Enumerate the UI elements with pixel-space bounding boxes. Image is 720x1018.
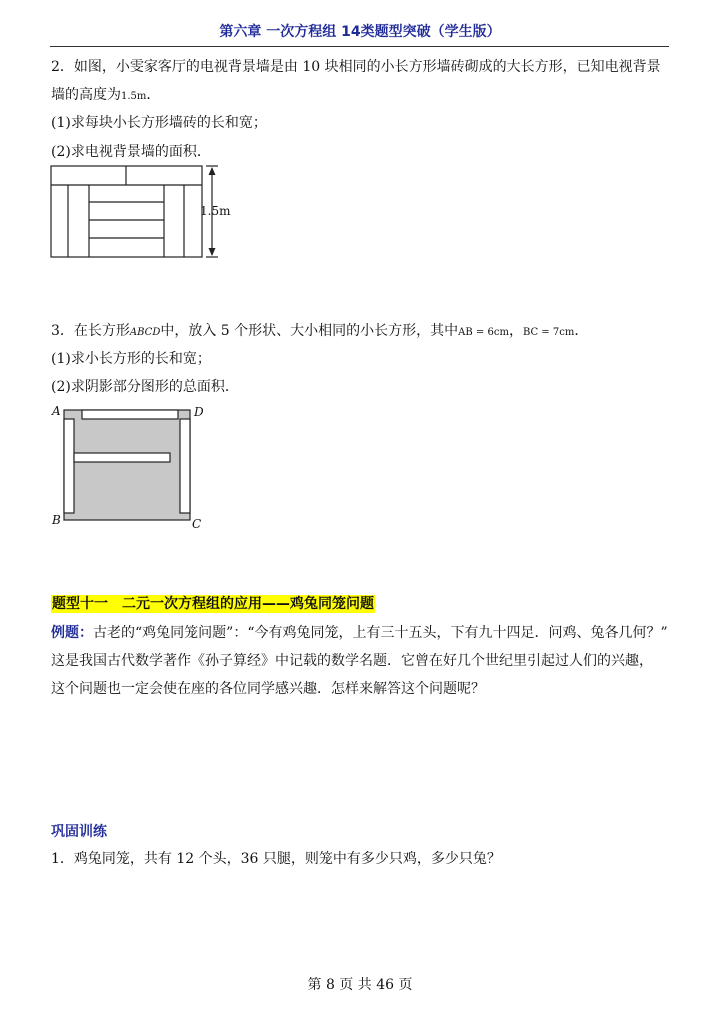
q3-mid: 中，放入 5 个形状、大小相同的小长方形，其中: [160, 323, 459, 339]
vertex-c-label: C: [192, 517, 202, 531]
example-label: 例题：: [51, 625, 93, 641]
header-rule: [50, 46, 669, 47]
q3-part1: (1)求小长方形的长和宽；: [51, 351, 211, 367]
q2-line2-prefix: 墙的高度为: [51, 87, 121, 103]
dim-arrow-up-icon: [209, 167, 216, 175]
q2-part1: (1)求每块小长方形墙砖的长和宽；: [51, 115, 267, 131]
dim-height-label: 1.5m: [200, 204, 231, 218]
q2-line2: [51, 86, 671, 106]
q3-abcd: ABCD: [129, 327, 161, 338]
small-rect-right: [180, 419, 190, 513]
section11-title: 题型十一 二元一次方程组的应用——鸡兔同笼问题: [52, 596, 374, 612]
q3-bc-eq: BC = 7cm: [522, 327, 575, 338]
dim-arrow-down-icon: [209, 248, 216, 256]
vertex-a-label: A: [52, 404, 61, 418]
practice-title: 巩固训练: [51, 824, 107, 840]
q3-part2: (2)求阴影部分图形的总面积．: [51, 379, 239, 395]
q3-line1: [51, 322, 671, 342]
example-text-1: 古老的“鸡兔同笼问题”：“今有鸡兔同笼，上有三十五头，下有九十四足．问鸡、兔各几何？”: [93, 625, 668, 641]
page-header-title: 第六章 一次方程组 14类题型突破（学生版）: [219, 24, 501, 40]
example-line1: [51, 624, 671, 642]
small-rect-middle: [74, 453, 170, 462]
q3-end: ．: [574, 323, 589, 339]
q2-part2: (2)求电视背景墙的面积．: [51, 144, 211, 160]
page-footer: 第 8 页 共 46 页: [307, 977, 413, 993]
tv-wall-figure: [46, 160, 246, 264]
rectangle-abcd-figure: [46, 400, 216, 532]
q3-ab-eq: AB = 6cm: [458, 327, 509, 338]
small-rect-top: [82, 410, 178, 419]
example-line3: 这个问题也一定会使在座的各位同学感兴趣．怎样来解答这个问题呢？: [51, 681, 485, 697]
q3-comma: ，: [508, 323, 523, 339]
q2-line2-suffix: ．: [146, 87, 161, 103]
vertex-b-label: B: [52, 513, 61, 527]
practice-q1: 1．鸡兔同笼，共有 12 个头，36 只腿，则笼中有多少只鸡，多少只兔？: [51, 851, 501, 867]
q3-intro: 3．在长方形: [51, 323, 130, 339]
small-rect-left: [64, 419, 74, 513]
rect-abcd-outer: [64, 410, 190, 520]
vertex-d-label: D: [194, 405, 204, 419]
q2-line1: 2．如图，小雯家客厅的电视背景墙是由 10 块相同的小长方形墙砖砌成的大长方形，已知电视背景: [51, 59, 661, 75]
q2-height-value: 1.5m: [121, 91, 147, 102]
example-line2: 这是我国古代数学著作《孙子算经》中记载的数学名题．它曾在好几个世纪里引起过人们的兴趣，: [51, 653, 653, 669]
